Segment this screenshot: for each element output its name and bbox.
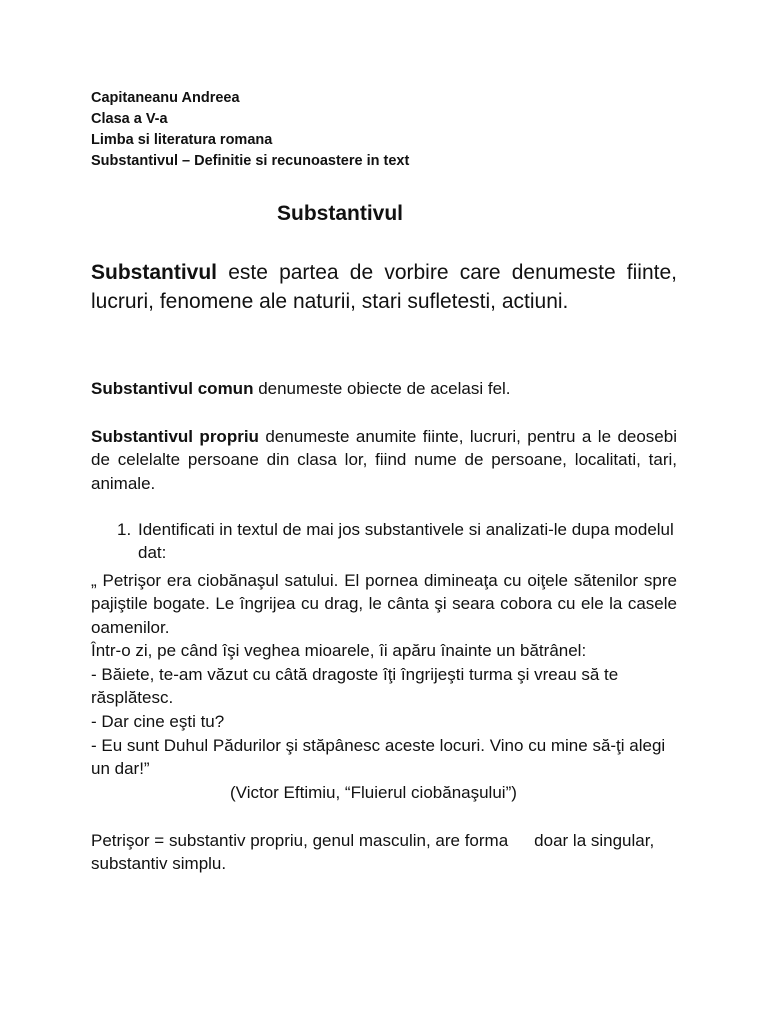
- model-analysis-part2: doar la singular, substantiv simplu.: [91, 831, 655, 874]
- proper-noun-paragraph: [91, 425, 677, 495]
- definition-text: este partea de vorbire care denumeste fiinte, lucruri, fenomene ale naturii, stari sufletesti, actiuni.: [91, 261, 677, 313]
- page-title: Substantivul: [277, 202, 404, 225]
- exercise-instruction: Identificati in textul de mai jos substantivele si analizati-le dupa modelul dat:: [138, 520, 674, 563]
- excerpt-dialogue-3: - Eu sunt Duhul Pădurilor şi stăpânesc aceste locuri. Vino cu mine să-ţi alegi un dar!”: [91, 736, 666, 779]
- subject-name: Limba si literatura romana: [91, 132, 273, 148]
- lesson-topic: Substantivul – Definitie si recunoastere in text: [91, 153, 410, 169]
- document-header: [91, 88, 409, 172]
- excerpt-citation: (Victor Eftimiu, “Fluierul ciobănaşului”): [230, 783, 517, 802]
- noun-definition: [91, 258, 677, 316]
- excerpt-dialogue-2: - Dar cine eşti tu?: [91, 712, 225, 731]
- class-name: Clasa a V-a: [91, 111, 168, 127]
- model-analysis-part1: Petrişor = substantiv propriu, genul masculin, are forma: [91, 831, 509, 850]
- common-noun-text: denumeste obiecte de acelasi fel.: [253, 379, 511, 398]
- exercise-number: 1.: [117, 520, 132, 539]
- proper-noun-text: denumeste anumite fiinte, lucruri, pentru a le deosebi de celelalte persoane din clasa lor, fiind nume de persoane, localitati, tari, animale.: [91, 427, 677, 493]
- proper-noun-term: Substantivul propriu: [91, 427, 259, 446]
- excerpt-dialogue-1: - Băiete, te-am văzut cu câtă dragoste îţi îngrijeşti turma şi vreau să te răsplătesc.: [91, 665, 619, 708]
- common-noun-term: Substantivul comun: [91, 379, 254, 398]
- exercise-item: [117, 518, 677, 565]
- excerpt-paragraph-1: „ Petrişor era ciobănaşul satului. El pornea dimineaţa cu oiţele sătenilor spre pajiştile bogate. Le îngrijea cu drag, le cânta şi seara cobora cu ele la casele oamenilor.: [91, 571, 677, 637]
- model-analysis: [91, 829, 677, 876]
- excerpt-paragraph-2: Într-o zi, pe când îşi veghea mioarele, îi apăru înainte un bătrânel:: [91, 641, 587, 660]
- common-noun-paragraph: [91, 377, 677, 400]
- author-name: Capitaneanu Andreea: [91, 90, 240, 106]
- definition-term: Substantivul: [91, 261, 218, 284]
